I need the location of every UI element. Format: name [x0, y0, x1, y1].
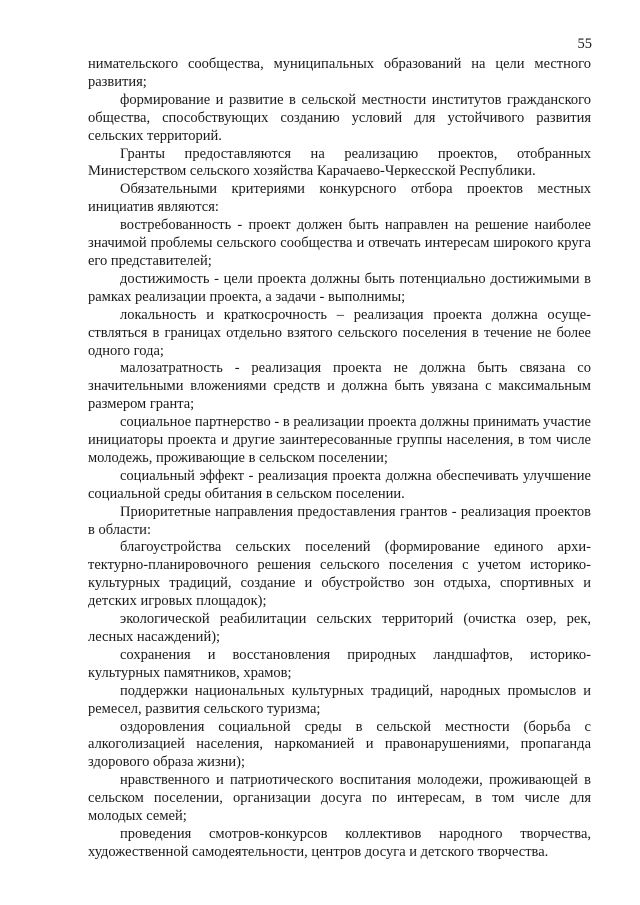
paragraph: достижимость - цели проекта должны быть потенциально достижимыми в рамках реализации проекта, а задачи - выполнимы; — [88, 270, 591, 305]
paragraph: Обязательными критериями конкурсного отбора проектов местных инициатив являются: — [88, 181, 591, 216]
paragraph-continuation: нимательского сообщества, муниципальных образований на цели местного развития; — [88, 56, 591, 90]
paragraph: локальность и краткосрочность – реализация проекта должна осуществляться в границах отдельно взятого сельского поселения в течение не более одного года; — [88, 306, 591, 359]
paragraph: экологической реабилитации сельских территорий (очистка озер, рек, лесных насаждений); — [88, 611, 591, 645]
paragraph: проведения смотров-конкурсов коллективов народного творчества, художественной самодеятельности, центров досуга и детского творчества. — [88, 825, 591, 860]
paragraph: Приоритетные направления предоставления грантов - реализация проектов в области: — [88, 503, 591, 538]
paragraph: малозатратность - реализация проекта не должна быть связана со значительными вложениями средств и должна быть увязана с максимальным размером гранта; — [88, 360, 591, 413]
page-number: 55 — [577, 36, 592, 52]
paragraph: сохранения и восстановления природных ландшафтов, историко-культурных памятников, храмов; — [88, 646, 591, 681]
paragraph: нравственного и патриотического воспитания молодежи, проживающей в сельском поселении, организации досуга по интересам, в том числе для молодых семей; — [88, 772, 591, 825]
paragraph: оздоровления социальной среды в сельской местности (борьба с алкоголизацией населения, наркоманией и правонарушениями, пропаганда здорового образа жизни); — [88, 718, 591, 771]
document-body — [88, 56, 591, 862]
paragraph: Гранты предоставляются на реализацию проектов, отобранных Министерством сельского хозяйства Карачаево-Черкесской Республики. — [88, 145, 591, 180]
paragraph: благоустройства сельских поселений (формирование единого архитектурно-планировочного решения сельского поселения с учетом историко-культурных традиций, создание и обустройство зон отдыха, спортивных и детских игровых площадок); — [88, 539, 591, 610]
paragraph: социальный эффект - реализация проекта должна обеспечивать улучшение социальной среды обитания в сельском поселении. — [88, 467, 591, 502]
paragraph: социальное партнерство - в реализации проекта должны принимать участие инициаторы проекта и другие заинтересованные группы населения, в том числе молодежь, проживающие в сельском поселении; — [88, 414, 591, 466]
paragraph: востребованность - проект должен быть направлен на решение наиболее значимой проблемы сельского сообщества и отвечать интересам широкого круга его представителей; — [88, 217, 591, 269]
paragraph: формирование и развитие в сельской местности институтов гражданского общества, способствующих созданию условий для устойчивого развития сельских территорий. — [88, 91, 591, 144]
paragraph: поддержки национальных культурных традиций, народных промыслов и ремесел, развития сельского туризма; — [88, 682, 591, 717]
